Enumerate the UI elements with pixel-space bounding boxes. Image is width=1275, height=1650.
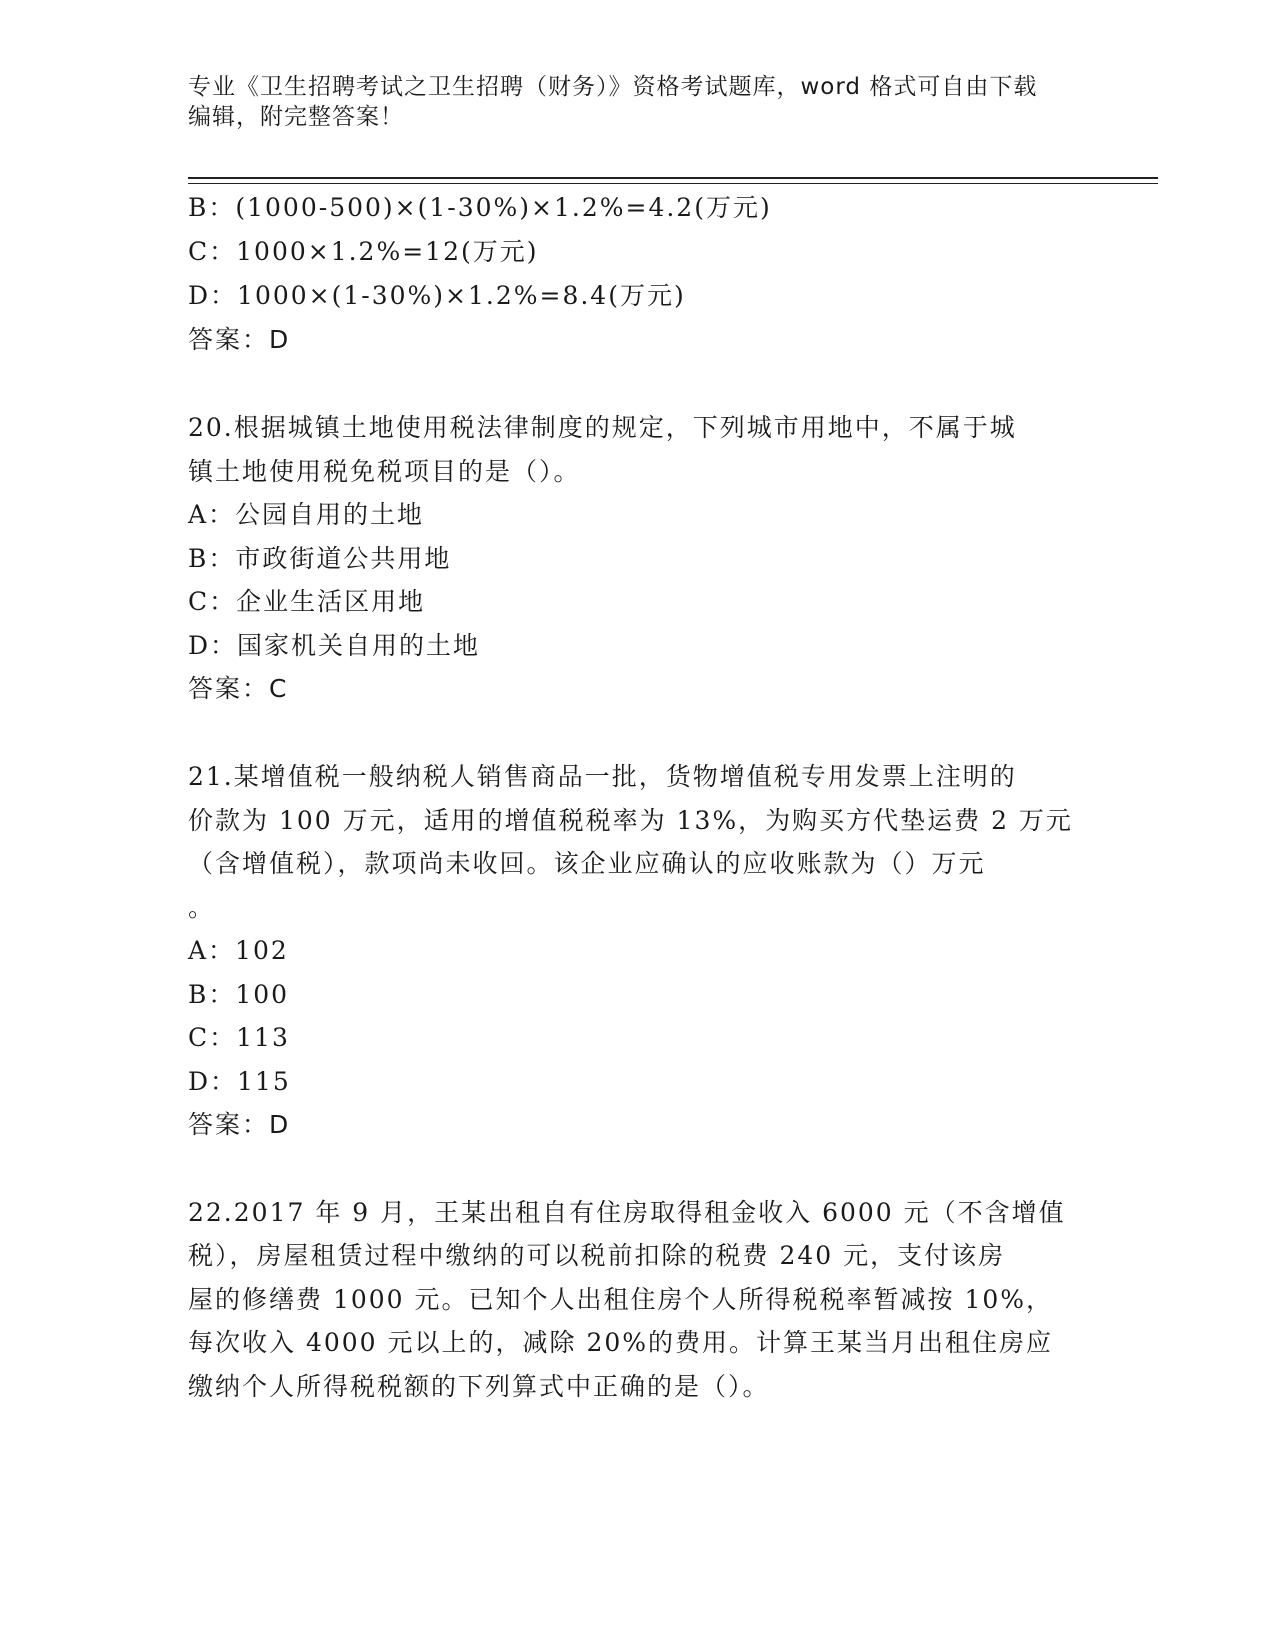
q20-option-c: C：企业生活区用地 (188, 587, 426, 616)
q22-stem-line-4: 每次收入 4000 元以上的，减除 20%的费用。计算王某当月出租住房应 (188, 1328, 1054, 1357)
q19-option-c: C：1000×1.2%=12(万元) (188, 237, 539, 266)
q20-option-d: D：国家机关自用的土地 (188, 631, 481, 660)
q20-stem-line-1: 20.根据城镇土地使用税法律制度的规定，下列城市用地中，不属于城 (188, 413, 1017, 442)
q21-option-c: C：113 (188, 1023, 290, 1052)
header-line-2: 编辑，附完整答案！ (188, 104, 404, 130)
q21-stem-line-2: 价款为 100 万元，适用的增值税税率为 13%，为购买方代垫运费 2 万元 (188, 806, 1073, 835)
q21-stem-line-1: 21.某增值税一般纳税人销售商品一批，货物增值税专用发票上注明的 (188, 762, 1017, 791)
q22-stem-line-2: 税），房屋租赁过程中缴纳的可以税前扣除的税费 240 元，支付该房 (188, 1241, 1006, 1270)
q20-stem-line-2: 镇土地使用税免税项目的是（）。 (188, 457, 581, 486)
q19-answer: 答案：D (188, 325, 291, 354)
q19-option-d: D：1000×(1-30%)×1.2%=8.4(万元) (188, 281, 686, 310)
header-divider-thin (188, 183, 1158, 184)
q21-answer: 答案：D (188, 1110, 291, 1139)
q20-option-a: A：公园自用的土地 (188, 500, 425, 529)
header-divider-thick (188, 177, 1158, 179)
q22-stem-line-5: 缴纳个人所得税税额的下列算式中正确的是（）。 (188, 1372, 770, 1401)
q21-option-a: A：102 (188, 936, 289, 965)
header-line-1: 专业《卫生招聘考试之卫生招聘（财务）》资格考试题库，word 格式可自由下载 (188, 74, 1038, 100)
q21-option-d: D：115 (188, 1067, 291, 1096)
q21-stem-line-3: （含增值税），款项尚未收回。该企业应确认的应收账款为（）万元 (188, 849, 986, 878)
q20-answer: 答案：C (188, 674, 289, 703)
q21-stem-line-4: 。 (188, 893, 216, 922)
q22-stem-line-1: 22.2017 年 9 月，王某出租自有住房取得租金收入 6000 元（不含增值 (188, 1198, 1066, 1227)
q22-stem-line-3: 屋的修缮费 1000 元。已知个人出租住房个人所得税税率暂减按 10%， (188, 1285, 1054, 1314)
q19-option-b: B：(1000-500)×(1-30%)×1.2%=4.2(万元) (188, 193, 772, 222)
document-header (188, 72, 1088, 132)
q20-option-b: B：市政街道公共用地 (188, 544, 452, 573)
q21-option-b: B：100 (188, 980, 290, 1009)
